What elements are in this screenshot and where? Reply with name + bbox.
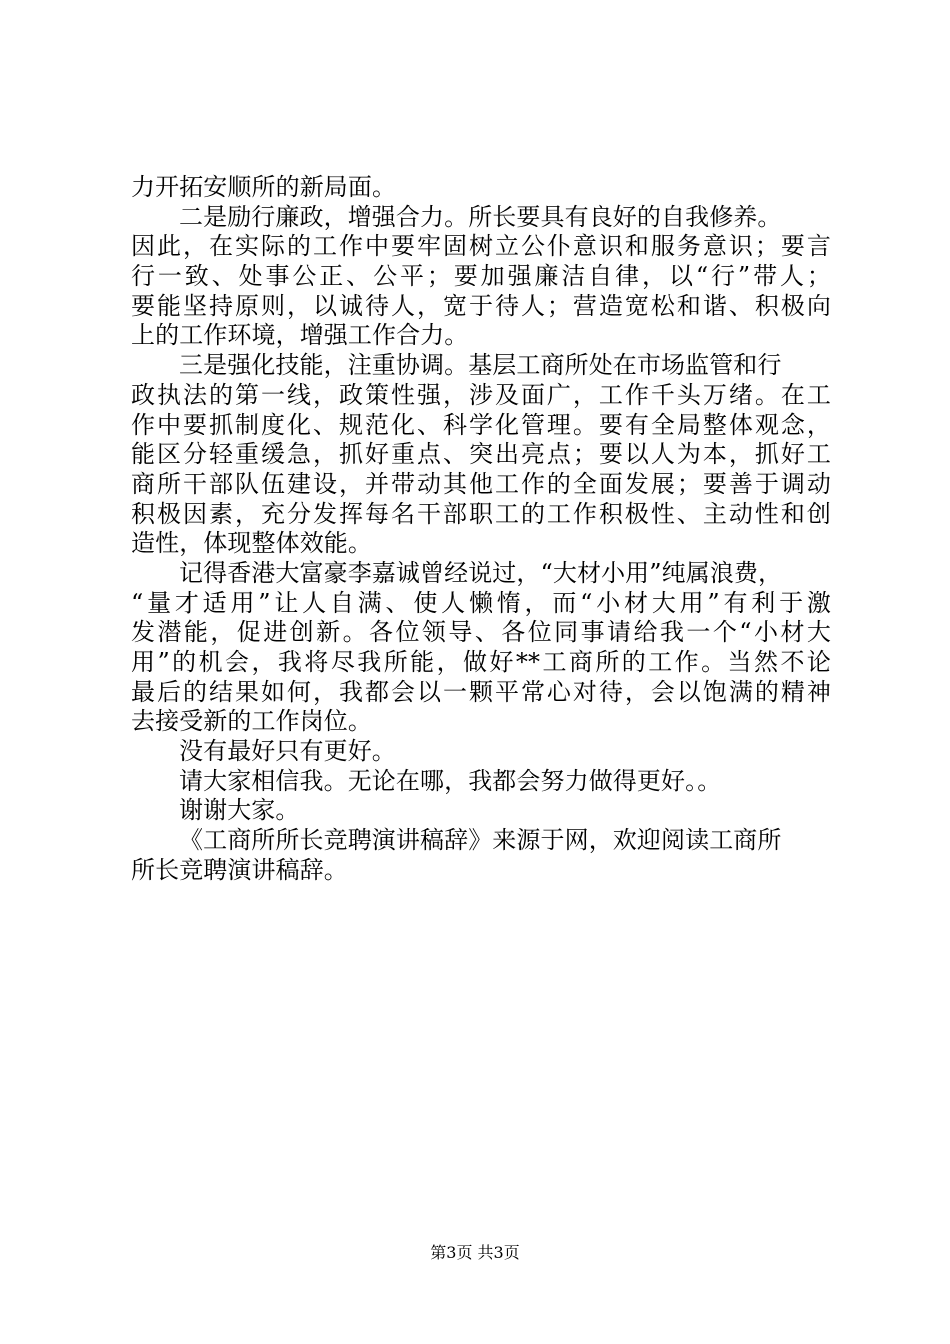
text-line: 商所干部队伍建设，并带动其他工作的全面发展；要善于调动 — [131, 469, 831, 498]
page-number-footer: 第3页 共3页 — [430, 1243, 520, 1262]
text-line: 行一致、处事公正、公平；要加强廉洁自律，以“行”带人； — [131, 262, 831, 291]
paragraph-start-line: 记得香港大富豪李嘉诚曾经说过，“大材小用”纯属浪费， — [179, 558, 783, 587]
text-line: 发潜能，促进创新。各位领导、各位同事请给我一个“小材大 — [131, 618, 831, 647]
text-line: 政执法的第一线，政策性强，涉及面广，工作千头万绪。在工 — [131, 380, 831, 409]
text-line: 上的工作环境，增强工作合力。 — [131, 321, 469, 350]
text-line: 去接受新的工作岗位。 — [131, 707, 372, 736]
paragraph-start-line: 二是励行廉政，增强合力。所长要具有良好的自我修养。 — [179, 202, 782, 231]
paragraph-start-line: 三是强化技能，注重协调。基层工商所处在市场监管和行 — [179, 351, 782, 380]
text-line: 最后的结果如何，我都会以一颗平常心对待，会以饱满的精神 — [131, 677, 831, 706]
text-line: 力开拓安顺所的新局面。 — [131, 173, 397, 201]
text-line: 所长竞聘演讲稿辞。 — [131, 855, 348, 884]
text-line: 积极因素，充分发挥每名干部职工的工作积极性、主动性和创 — [131, 499, 831, 528]
text-line: 要能坚持原则，以诚待人，宽于待人；营造宽松和谐、积极向 — [131, 291, 831, 320]
paragraph-start-line: 谢谢大家。 — [179, 796, 300, 825]
paragraph-start-line: 《工商所所长竞聘演讲稿辞》来源于网，欢迎阅读工商所 — [179, 826, 782, 855]
document-body — [131, 173, 831, 886]
paragraph-start-line: 没有最好只有更好。 — [179, 737, 396, 766]
text-line: 作中要抓制度化、规范化、科学化管理。要有全局整体观念， — [131, 410, 831, 439]
paragraph-start-line: 请大家相信我。无论在哪，我都会努力做得更好。。 — [179, 766, 722, 795]
text-line: 用”的机会，我将尽我所能，做好**工商所的工作。当然不论 — [131, 648, 831, 676]
text-line: 能区分轻重缓急，抓好重点、突出亮点；要以人为本，抓好工 — [131, 440, 831, 469]
text-line: 因此，在实际的工作中要牢固树立公仆意识和服务意识；要言 — [131, 232, 831, 261]
text-line: “量才适用”让人自满、使人懒惰，而“小材大用”有利于激 — [131, 588, 831, 617]
text-line: 造性，体现整体效能。 — [131, 529, 372, 558]
